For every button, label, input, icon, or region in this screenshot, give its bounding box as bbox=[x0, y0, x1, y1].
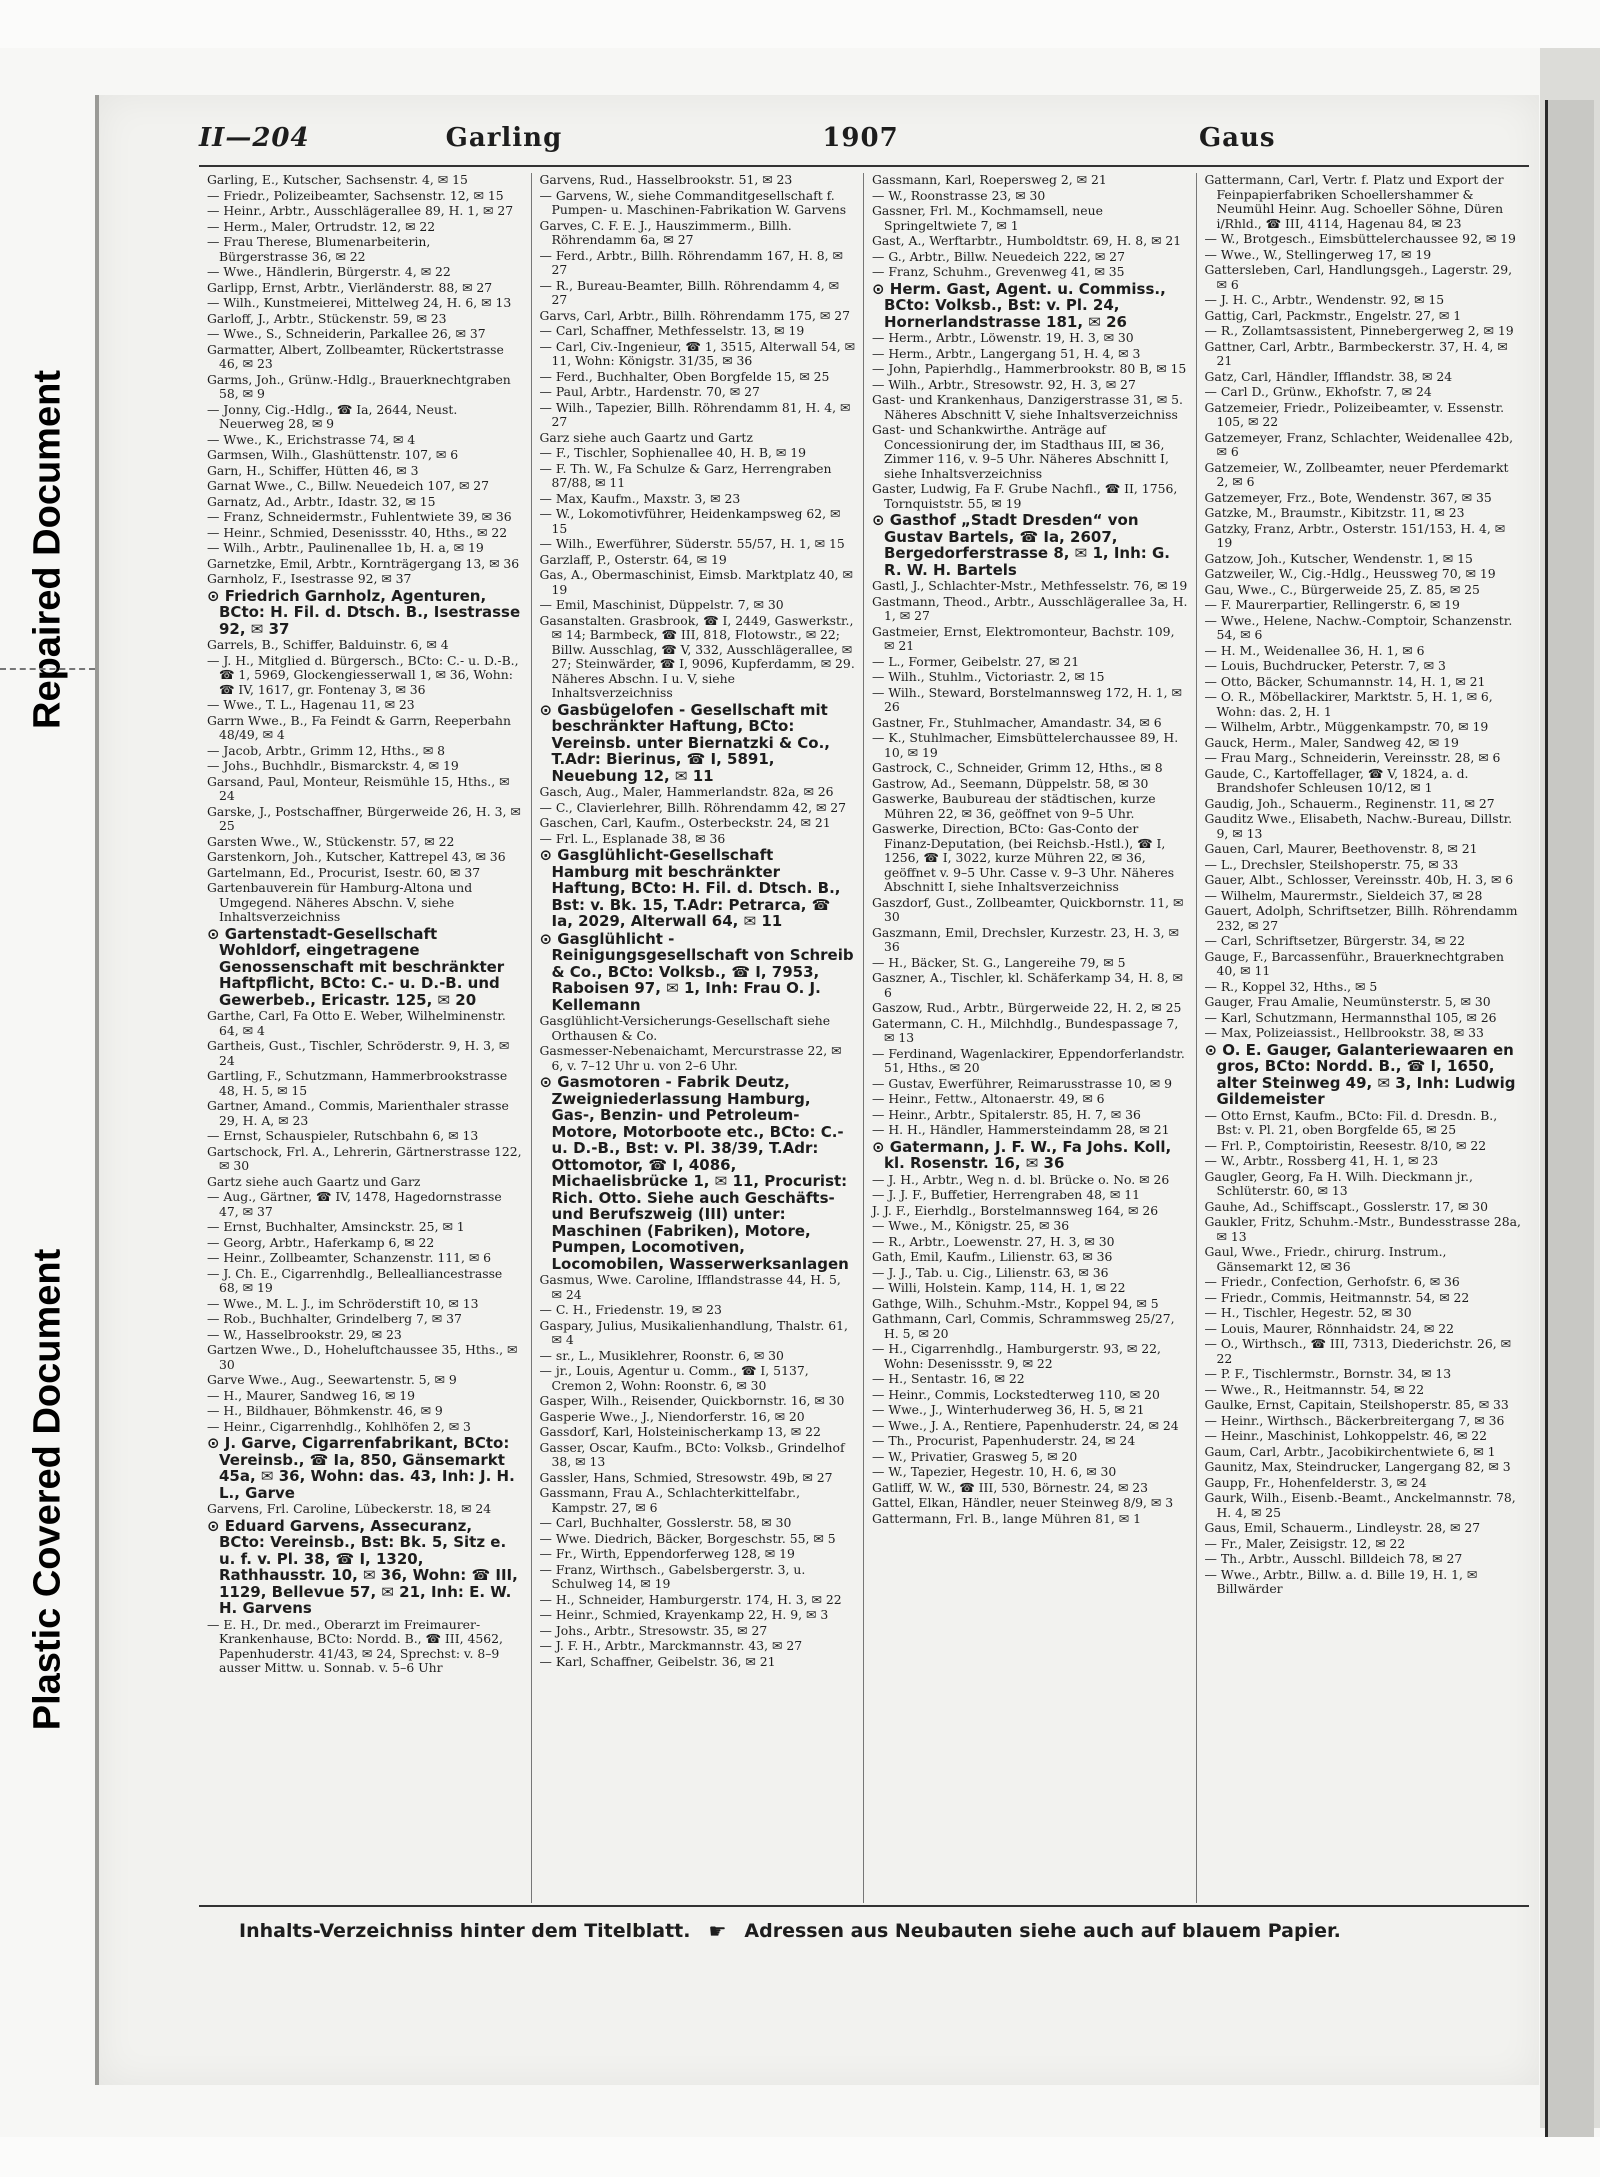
directory-entry: — Jacob, Arbtr., Grimm 12, Hths., ✉ 8 bbox=[207, 742, 446, 758]
directory-entry: — Heinr., Arbtr., Spitalerstr. 85, H. 7, ✉ 36 bbox=[872, 1106, 1141, 1122]
directory-entry: Gast- und Krankenhaus, Danzigerstrasse 31, ✉ 5. Näheres Abschnitt V, siehe Inhaltsverzeichniss bbox=[872, 392, 1183, 422]
directory-entry: — L., Former, Geibelstr. 27, ✉ 21 bbox=[872, 653, 1080, 669]
directory-entry: — Garvens, W., siehe Commanditgesellschaft f. Pumpen- u. Maschinen-Fabrikation W. Garvens bbox=[539, 187, 847, 217]
directory-entry: — J. F. H., Arbtr., Marckmannstr. 43, ✉ 27 bbox=[539, 1638, 803, 1653]
directory-entry: Garms, Joh., Grünw.-Hdlg., Brauerknechtgraben 58, ✉ 9 bbox=[207, 371, 511, 401]
directory-entry: Gatzke, M., Braumstr., Kibitzstr. 11, ✉ 23 bbox=[1204, 505, 1465, 520]
directory-entry: Gartschock, Frl. A., Lehrerin, Gärtnerstrasse 122, ✉ 30 bbox=[207, 1143, 522, 1173]
directory-entry: Gatz, Carl, Händler, Ifflandstr. 38, ✉ 24 bbox=[1204, 368, 1453, 384]
directory-entry: Gasanstalten. Grasbrook, ☎ I, 2449, Gaswerkstr., ✉ 14; Barmbeck, ☎ III, 818, Flotowstr., ✉ 22; Billw. Ausschlag, ☎ V, 332, Ausschlägerallee, ✉ 27; Steinwärder, ☎ I, 9096, Kupferdamm, ✉ 29. Näheres Abschn. I u. V, siehe Inhaltsverzeichniss bbox=[539, 612, 855, 700]
directory-entry: Gattner, Carl, Arbtr., Barmbeckerstr. 37, H. 4, ✉ 21 bbox=[1204, 338, 1508, 368]
directory-entry: Gassner, Frl. M., Kochmamsell, neue Springeltwiete 7, ✉ 1 bbox=[872, 203, 1103, 233]
directory-entry: — Carl, Civ.-Ingenieur, ☎ 1, 3515, Alterwall 54, ✉ 11, Wohn: Königstr. 31/35, ✉ 36 bbox=[539, 338, 855, 368]
directory-entry: — W., Tapezier, Hegestr. 10, H. 6, ✉ 30 bbox=[872, 1464, 1117, 1479]
directory-entry: — Heinr., Maschinist, Lohkoppelstr. 46, ✉ 22 bbox=[1204, 1428, 1488, 1443]
directory-entry: — Wwe. Diedrich, Bäcker, Borgeschstr. 55, ✉ 5 bbox=[539, 1530, 836, 1546]
directory-entry: Gattermann, Carl, Vertr. f. Platz und Export der Feinpapierfabriken Schoellershammer & Neumühl Heinr. Aug. Schoeller Söhne, Düren i/Rhld., ☎ III, 4114, Hagenau 84, ✉ 23 bbox=[1204, 173, 1504, 231]
directory-entry: — Wilh., Kunstmeierei, Mittelweg 24, H. 6, ✉ 13 bbox=[207, 295, 512, 310]
directory-entry: Gastmeier, Ernst, Elektromonteur, Bachstr. 109, ✉ 21 bbox=[872, 623, 1175, 653]
directory-entry: Gast, A., Werftarbtr., Humboldtstr. 69, H. 8, ✉ 21 bbox=[872, 233, 1182, 248]
directory-entry: Gaster, Ludwig, Fa F. Grube Nachfl., ☎ II, 1756, Tornquiststr. 55, ✉ 19 bbox=[872, 481, 1178, 511]
directory-entry: Garstenkorn, Joh., Kutscher, Kattrepel 43, ✉ 36 bbox=[207, 849, 506, 864]
directory-entry: Gaum, Carl, Arbtr., Jacobikirchentwiete 6, ✉ 1 bbox=[1204, 1443, 1496, 1459]
directory-entry: ⊙ J. Garve, Cigarrenfabrikant, BCto: Vereinsb., ☎ Ia, 850, Gänsemarkt 45a, ✉ 36, Wohn: das. 43, Inh: J. H. L., Garve bbox=[207, 1434, 515, 1502]
directory-entry: — R., Bureau-Beamter, Billh. Röhrendamm 4, ✉ 27 bbox=[539, 277, 839, 307]
directory-entry: — sr., L., Musiklehrer, Roonstr. 6, ✉ 30 bbox=[539, 1347, 784, 1363]
directory-entry: Gatzemeier, Friedr., Polizeibeamter, v. Essenstr. 105, ✉ 22 bbox=[1204, 399, 1505, 429]
directory-entry: — Frl. P., Comptoiristin, Reesestr. 8/10, ✉ 22 bbox=[1204, 1137, 1487, 1153]
directory-entry: — Ferd., Buchhalter, Oben Borgfelde 15, ✉ 25 bbox=[539, 368, 830, 384]
directory-entry: — W., Roonstrasse 23, ✉ 30 bbox=[872, 187, 1046, 203]
directory-entry: ⊙ Gasbügelofen - Gesellschaft mit beschränkter Haftung, BCto: Vereinsb. unter Biernatzki & Co., T.Adr: Bierinus, ☎ I, 5891, Neuebung 12, ✉ 11 bbox=[539, 700, 830, 785]
directory-entry: Gauditz Wwe., Elisabeth, Nachw.-Bureau, Dillstr. 9, ✉ 13 bbox=[1204, 811, 1513, 841]
directory-entry: — Fr., Maler, Zeisigstr. 12, ✉ 22 bbox=[1204, 1535, 1406, 1551]
directory-entry: — Wilhelm, Maurermstr., Sieldeich 37, ✉ 28 bbox=[1204, 887, 1483, 903]
directory-entry: Gartz siehe auch Gaartz und Garz bbox=[207, 1173, 421, 1189]
dashed-marker bbox=[0, 668, 95, 670]
directory-entry: Gartelmann, Ed., Procurist, Isestr. 60, ✉ 37 bbox=[207, 864, 481, 880]
directory-entry: Gathge, Wilh., Schuhm.-Mstr., Koppel 94, ✉ 5 bbox=[872, 1295, 1159, 1311]
directory-entry: Gaspary, Julius, Musikalienhandlung, Thalstr. 61, ✉ 4 bbox=[539, 1317, 848, 1347]
page-footer bbox=[239, 1919, 1499, 1943]
directory-entry: Garz siehe auch Gaartz und Gartz bbox=[539, 429, 753, 445]
directory-entry: Gaszow, Rud., Arbtr., Bürgerweide 22, H. 2, ✉ 25 bbox=[872, 1000, 1182, 1015]
directory-entry: Garnholz, F., Isestrasse 92, ✉ 37 bbox=[207, 571, 412, 586]
directory-page bbox=[95, 95, 1539, 2085]
directory-entry: Gasper, Wilh., Reisender, Quickbornstr. 16, ✉ 30 bbox=[539, 1393, 845, 1408]
directory-entry: Garlipp, Ernst, Arbtr., Vierländerstr. 88, ✉ 27 bbox=[207, 279, 493, 295]
directory-entry: Garnat Wwe., C., Billw. Neuedeich 107, ✉ 27 bbox=[207, 478, 490, 493]
directory-entry: — Herm., Arbtr., Langergang 51, H. 4, ✉ 3 bbox=[872, 345, 1141, 361]
directory-entry: Garske, J., Postschaffner, Bürgerweide 26, H. 3, ✉ 25 bbox=[207, 803, 521, 833]
directory-entry: ⊙ Eduard Garvens, Assecuranz, BCto: Vereinsb., Bst: Bk. 5, Sitz e. u. f. v. Pl. 38, ☎ I, 1320, Rathhausstr. 10, ✉ 36, Wohn: ☎ III, 1129, Bellevue 57, ✉ 21, Inh: E. W. H. Garvens bbox=[207, 1516, 518, 1617]
directory-entry: Gassmann, Frau A., Schlachterkittelfabr., Kampstr. 27, ✉ 6 bbox=[539, 1485, 801, 1515]
directory-entry: Gaszdorf, Gust., Zollbeamter, Quickbornstr. 11, ✉ 30 bbox=[872, 894, 1184, 924]
directory-entry: — Wilh., Stuhlm., Victoriastr. 2, ✉ 15 bbox=[872, 669, 1105, 684]
directory-entry: Gauer, Albt., Schlosser, Vereinsstr. 40b, H. 3, ✉ 6 bbox=[1204, 872, 1514, 887]
directory-entry: — H., Bildhauer, Böhmkenstr. 46, ✉ 9 bbox=[207, 1403, 443, 1418]
directory-entry: Gaszner, A., Tischler, kl. Schäferkamp 34, H. 8, ✉ 6 bbox=[872, 970, 1183, 1000]
directory-entry: — Wwe., J. A., Rentiere, Papenhuderstr. 24, ✉ 24 bbox=[872, 1417, 1179, 1433]
directory-entry: Gatzemeyer, Franz, Schlachter, Weidenallee 42b, ✉ 6 bbox=[1204, 429, 1514, 459]
directory-entry: — Franz, Wirthsch., Gabelsbergerstr. 3, u. Schulweg 14, ✉ 19 bbox=[539, 1561, 806, 1591]
directory-entry: ⊙ Gasglühlicht-Gesellschaft Hamburg mit beschränkter Haftung, BCto: H. Fil. d. Dtsch. B., Bst: v. Bk. 15, T.Adr: Petrarca, ☎ Ia, 2029, Alterwall 64, ✉ 11 bbox=[539, 846, 841, 930]
directory-entry: — C. H., Friedenstr. 19, ✉ 23 bbox=[539, 1302, 722, 1317]
directory-entry: — Franz, Schuhm., Grevenweg 41, ✉ 35 bbox=[872, 264, 1125, 279]
directory-entry: — Louis, Maurer, Rönnhaidstr. 24, ✉ 22 bbox=[1204, 1320, 1454, 1336]
directory-entry: Gattermann, Frl. B., lange Mühren 81, ✉ 1 bbox=[872, 1510, 1141, 1526]
directory-entry: — H., Tischler, Hegestr. 52, ✉ 30 bbox=[1204, 1305, 1412, 1320]
directory-entry: — J. H., Arbtr., Weg n. d. bl. Brücke o. No. ✉ 26 bbox=[872, 1171, 1170, 1187]
directory-entry: — Friedr., Commis, Heitmannstr. 54, ✉ 22 bbox=[1204, 1289, 1470, 1305]
directory-entry: Gartner, Amand., Commis, Marienthaler strasse 29, H. A, ✉ 23 bbox=[207, 1098, 509, 1128]
directory-entry: — H. M., Weidenallee 36, H. 1, ✉ 6 bbox=[1204, 642, 1425, 658]
directory-entry: — Wilhelm, Arbtr., Müggenkampstr. 70, ✉ 19 bbox=[1204, 719, 1489, 734]
directory-entry: — Otto, Bäcker, Schumannstr. 14, H. 1, ✉ 21 bbox=[1204, 673, 1486, 689]
directory-entry: — H., Maurer, Sandweg 16, ✉ 19 bbox=[207, 1387, 416, 1403]
directory-entry: Gaupp, Fr., Hohenfelderstr. 3, ✉ 24 bbox=[1204, 1474, 1427, 1490]
directory-entry: — Heinr., Cigarrenhdlg., Kohlhöfen 2, ✉ 3 bbox=[207, 1418, 471, 1434]
directory-entry: — Rob., Buchhalter, Grindelberg 7, ✉ 37 bbox=[207, 1311, 462, 1326]
directory-entry: Gassmann, Karl, Roepersweg 2, ✉ 21 bbox=[872, 173, 1107, 187]
directory-entry: — E. H., Dr. med., Oberarzt im Freimaurer-Krankenhause, BCto: Nordd. B., ☎ III, 4562, Papenhuderstr. 41/43, ✉ 24, Sprechst: v. 8–9 ausser Mittw. u. Sonnab. v. 5–6 Uhr bbox=[207, 1616, 503, 1675]
directory-entry: Gatzemeier, W., Zollbeamter, neuer Pferdemarkt 2, ✉ 6 bbox=[1204, 459, 1509, 489]
directory-entry: Garve Wwe., Aug., Seewartenstr. 5, ✉ 9 bbox=[207, 1372, 457, 1387]
directory-entry: — Wilh., Arbtr., Paulinenallee 1b, H. a, ✉ 19 bbox=[207, 540, 484, 555]
directory-entry: Garmsen, Wilh., Glashüttenstr. 107, ✉ 6 bbox=[207, 447, 459, 462]
directory-entry: — Ernst, Schauspieler, Rutschbahn 6, ✉ 13 bbox=[207, 1128, 479, 1143]
directory-entry: Gartzen Wwe., D., Hoheluftchaussee 35, Hths., ✉ 30 bbox=[207, 1342, 518, 1372]
directory-entry: — Wwe., M. L. J., im Schröderstift 10, ✉ 13 bbox=[207, 1295, 479, 1311]
directory-entry: — Wwe., S., Schneiderin, Parkallee 26, ✉ 37 bbox=[207, 326, 486, 341]
directory-entry: — Carl D., Grünw., Ekhofstr. 7, ✉ 24 bbox=[1204, 384, 1432, 399]
directory-entry: Garloff, J., Arbtr., Stückenstr. 59, ✉ 23 bbox=[207, 310, 447, 326]
directory-entry: — Ferd., Arbtr., Billh. Röhrendamm 167, H. 8, ✉ 27 bbox=[539, 247, 843, 277]
directory-entry: Gasglühlicht-Versicherungs-Gesellschaft siehe Orthausen & Co. bbox=[539, 1013, 831, 1043]
directory-entry: — Carl, Buchhalter, Gosslerstr. 58, ✉ 30 bbox=[539, 1515, 792, 1530]
scan-right-border bbox=[1540, 48, 1600, 2128]
directory-entry: Garvens, Rud., Hasselbrookstr. 51, ✉ 23 bbox=[539, 173, 793, 187]
directory-entry: Gaschen, Carl, Kaufm., Osterbeckstr. 24, ✉ 21 bbox=[539, 815, 831, 830]
entry-columns bbox=[199, 173, 1529, 1903]
directory-entry: Gastner, Fr., Stuhlmacher, Amandastr. 34, ✉ 6 bbox=[872, 714, 1162, 730]
directory-entry: — G., Arbtr., Billw. Neuedeich 222, ✉ 27 bbox=[872, 248, 1125, 264]
directory-entry: — Louis, Buchdrucker, Peterstr. 7, ✉ 3 bbox=[1204, 658, 1446, 673]
directory-entry: — Aug., Gärtner, ☎ IV, 1478, Hagedornstrasse 47, ✉ 37 bbox=[207, 1189, 502, 1219]
directory-entry: — Friedr., Confection, Gerhofstr. 6, ✉ 36 bbox=[1204, 1274, 1460, 1289]
directory-entry: — Wilh., Arbtr., Stresowstr. 92, H. 3, ✉ 27 bbox=[872, 376, 1136, 392]
directory-entry: Gartheis, Gust., Tischler, Schröderstr. 9, H. 3, ✉ 24 bbox=[207, 1038, 510, 1068]
running-header bbox=[199, 123, 1529, 163]
directory-entry: — Emil, Maschinist, Düppelstr. 7, ✉ 30 bbox=[539, 597, 784, 612]
directory-entry: ⊙ Friedrich Garnholz, Agenturen, BCto: H. Fil. d. Dtsch. B., Isestrasse 92, ✉ 37 bbox=[207, 586, 521, 638]
directory-entry: Gathmann, Carl, Commis, Schrammsweg 25/27, H. 5, ✉ 20 bbox=[872, 1311, 1175, 1341]
directory-entry: — Wwe., Händlerin, Bürgerstr. 4, ✉ 22 bbox=[207, 264, 451, 279]
directory-entry: — Max, Kaufm., Maxstr. 3, ✉ 23 bbox=[539, 490, 741, 506]
directory-entry: ⊙ O. E. Gauger, Galanteriewaaren en gros, BCto: Nordd. B., ☎ I, 1650, alter Steinweg 49, ✉ 3, Inh: Ludwig Gildemeister bbox=[1204, 1040, 1516, 1108]
overlay-labels bbox=[0, 48, 95, 2158]
directory-entry: — Jonny, Cig.-Hdlg., ☎ Ia, 2644, Neust. Neuerweg 28, ✉ 9 bbox=[207, 401, 458, 431]
directory-entry: Gatzemeyer, Frz., Bote, Wendenstr. 367, ✉ 35 bbox=[1204, 489, 1492, 505]
column-3 bbox=[864, 173, 1197, 1903]
directory-entry: — Wwe., J., Winterhuderweg 36, H. 5, ✉ 21 bbox=[872, 1402, 1145, 1417]
directory-entry: — Carl, Schaffner, Methfesselstr. 13, ✉ 19 bbox=[539, 323, 805, 338]
edition-year: 1907 bbox=[822, 123, 899, 153]
directory-entry: Garnetzke, Emil, Arbtr., Kornträgergang 13, ✉ 36 bbox=[207, 555, 520, 571]
directory-entry: ⊙ Gatermann, J. F. W., Fa Johs. Koll, kl. Rosenstr. 16, ✉ 36 bbox=[872, 1137, 1172, 1172]
directory-entry: — Th., Arbtr., Ausschl. Billdeich 78, ✉ 27 bbox=[1204, 1551, 1463, 1566]
directory-entry: — J. J. F., Buffetier, Herrengraben 48, ✉ 11 bbox=[872, 1187, 1140, 1202]
directory-entry: Garnatz, Ad., Arbtr., Idastr. 32, ✉ 15 bbox=[207, 493, 436, 509]
directory-entry: — Heinr., Zollbeamter, Schanzenstr. 111, ✉ 6 bbox=[207, 1250, 492, 1265]
directory-entry: Gaude, C., Kartoffellager, ☎ V, 1824, a. d. Brandshofer Schleusen 10/12, ✉ 1 bbox=[1204, 765, 1469, 795]
directory-entry: Gauck, Herm., Maler, Sandweg 42, ✉ 19 bbox=[1204, 734, 1459, 750]
directory-entry: Gaswerke, Baubureau der städtischen, kurze Mühren 22, ✉ 36, geöffnet von 9–5 Uhr. bbox=[872, 791, 1156, 821]
directory-entry: — Georg, Arbtr., Haferkamp 6, ✉ 22 bbox=[207, 1234, 435, 1250]
directory-entry: Gartenbauverein für Hamburg-Altona und Umgegend. Näheres Abschn. V, siehe Inhaltsverzeichniss bbox=[207, 880, 473, 924]
directory-entry: — H., Cigarrenhdlg., Hamburgerstr. 93, ✉ 22, Wohn: Desenissstr. 9, ✉ 22 bbox=[872, 1341, 1161, 1371]
directory-entry: — jr., Louis, Agentur u. Comm., ☎ I, 5137, Cremon 2, Wohn: Roonstr. 6, ✉ 30 bbox=[539, 1363, 809, 1393]
directory-entry: Garrels, B., Schiffer, Balduinstr. 6, ✉ 4 bbox=[207, 637, 449, 652]
directory-entry: — Johs., Arbtr., Stresowstr. 35, ✉ 27 bbox=[539, 1622, 768, 1638]
directory-entry: Gartling, F., Schutzmann, Hammerbrookstrasse 48, H. 5, ✉ 15 bbox=[207, 1068, 508, 1098]
directory-entry: — W., Lokomotivführer, Heidenkampsweg 62, ✉ 15 bbox=[539, 506, 841, 536]
directory-entry: — J. J., Tab. u. Cig., Lilienstr. 63, ✉ 36 bbox=[872, 1264, 1109, 1280]
directory-entry: J. J. F., Eierhdlg., Borstelmannsweg 164, ✉ 26 bbox=[872, 1202, 1159, 1218]
directory-entry: Garsten Wwe., W., Stückenstr. 57, ✉ 22 bbox=[207, 833, 455, 849]
directory-entry: Gauert, Adolph, Schriftsetzer, Billh. Röhrendamm 232, ✉ 27 bbox=[1204, 903, 1518, 933]
directory-entry: — O., Wirthsch., ☎ III, 7313, Diederichstr. 26, ✉ 22 bbox=[1204, 1336, 1511, 1366]
directory-entry: — J. H. C., Arbtr., Wendenstr. 92, ✉ 15 bbox=[1204, 292, 1445, 307]
directory-entry: — John, Papierhdlg., Hammerbrookstr. 80 B, ✉ 15 bbox=[872, 361, 1187, 376]
directory-entry: Gattig, Carl, Packmstr., Engelstr. 27, ✉ 1 bbox=[1204, 307, 1462, 323]
directory-entry: — Willi, Holstein. Kamp, 114, H. 1, ✉ 22 bbox=[872, 1280, 1126, 1295]
directory-entry: — C., Clavierlehrer, Billh. Röhrendamm 42, ✉ 27 bbox=[539, 799, 847, 815]
directory-entry: — W., Brotgesch., Eimsbüttelerchaussee 92, ✉ 19 bbox=[1204, 231, 1516, 246]
directory-entry: Gaswerke, Direction, BCto: Gas-Conto der Finanz-Deputation, (bei Reichsb.-Hstl.), ☎ I, 1256, ☎ I, 3022, kurze Mühren 22, ✉ 36, geöffnet v. 9–5 Uhr. Casse v. 9–3 Uhr. Näheres Abschnitt I, siehe Inhaltsverzeichniss bbox=[872, 821, 1175, 894]
directory-entry: Gattel, Elkan, Händler, neuer Steinweg 8/9, ✉ 3 bbox=[872, 1495, 1174, 1510]
directory-entry: Gauger, Frau Amalie, Neumünsterstr. 5, ✉ 30 bbox=[1204, 994, 1491, 1009]
directory-entry: — Herm., Arbtr., Löwenstr. 19, H. 3, ✉ 30 bbox=[872, 330, 1134, 345]
directory-entry: — Karl, Schutzmann, Hermannsthal 105, ✉ 26 bbox=[1204, 1009, 1497, 1025]
column-2 bbox=[532, 173, 865, 1903]
first-entry-name: Garling bbox=[445, 123, 563, 153]
directory-entry: — Herm., Maler, Ortrudstr. 12, ✉ 22 bbox=[207, 218, 436, 234]
directory-entry: Gastl, J., Schlachter-Mstr., Methfesselstr. 76, ✉ 19 bbox=[872, 578, 1188, 593]
directory-entry: Garves, C. F. E. J., Hauszimmerm., Billh. Röhrendamm 6a, ✉ 27 bbox=[539, 217, 792, 247]
directory-entry: — Wwe., R., Heitmannstr. 54, ✉ 22 bbox=[1204, 1381, 1425, 1397]
directory-entry: Gau, Wwe., C., Bürgerweide 25, Z. 85, ✉ 25 bbox=[1204, 581, 1480, 597]
directory-entry: Gaus, Emil, Schauerm., Lindleystr. 28, ✉ 27 bbox=[1204, 1520, 1481, 1535]
directory-entry: Gauen, Carl, Maurer, Beethovenstr. 8, ✉ 21 bbox=[1204, 841, 1478, 856]
directory-entry: Garthe, Carl, Fa Otto E. Weber, Wilhelminenstr. 64, ✉ 4 bbox=[207, 1008, 506, 1038]
directory-entry: — Friedr., Polizeibeamter, Sachsenstr. 12, ✉ 15 bbox=[207, 187, 504, 203]
directory-entry: Gatliff, W. W., ☎ III, 530, Börnestr. 24, ✉ 23 bbox=[872, 1479, 1149, 1495]
directory-entry: Gauge, F., Barcassenführ., Brauerknechtgraben 40, ✉ 11 bbox=[1204, 948, 1504, 978]
scan-top-border bbox=[0, 0, 1600, 48]
plastic-sleeve-edge bbox=[1545, 100, 1594, 2160]
directory-entry: ⊙ Gasthof „Stadt Dresden“ von Gustav Bartels, ☎ Ia, 2607, Bergedorferstrasse 8, ✉ 1, Inh: G. R. W. H. Bartels bbox=[872, 511, 1170, 579]
directory-entry: Garzlaff, P., Osterstr. 64, ✉ 19 bbox=[539, 551, 727, 567]
directory-entry: — Frau Marg., Schneiderin, Vereinsstr. 28, ✉ 6 bbox=[1204, 750, 1501, 765]
directory-entry: — Wwe., T. L., Hagenau 11, ✉ 23 bbox=[207, 697, 415, 712]
directory-entry: — F. Maurerpartier, Rellingerstr. 6, ✉ 19 bbox=[1204, 597, 1460, 612]
directory-entry: Gatzow, Joh., Kutscher, Wendenstr. 1, ✉ 15 bbox=[1204, 550, 1473, 566]
directory-entry: Garvs, Carl, Arbtr., Billh. Röhrendamm 175, ✉ 27 bbox=[539, 307, 850, 323]
directory-entry: Gaugler, Georg, Fa H. Wilh. Dieckmann jr., Schlüterstr. 60, ✉ 13 bbox=[1204, 1168, 1473, 1198]
directory-entry: — H. H., Händler, Hammersteindamm 28, ✉ 21 bbox=[872, 1122, 1170, 1137]
directory-entry: Gath, Emil, Kaufm., Lilienstr. 63, ✉ 36 bbox=[872, 1249, 1113, 1264]
directory-entry: Garmatter, Albert, Zollbeamter, Rückertstrasse 46, ✉ 23 bbox=[207, 341, 504, 371]
directory-entry: — Heinr., Commis, Lockstedterweg 110, ✉ 20 bbox=[872, 1386, 1160, 1402]
directory-entry: ⊙ Gasglühlicht - Reinigungsgesellschaft von Schreib & Co., BCto: Volksb., ☎ I, 7953, Raboisen 97, ✉ 1, Inh: Frau O. J. Kellemann bbox=[539, 929, 854, 1014]
directory-entry: Gasser, Oscar, Kaufm., BCto: Volksb., Grindelhof 38, ✉ 13 bbox=[539, 1439, 845, 1469]
directory-entry: — H., Schneider, Hamburgerstr. 174, H. 3, ✉ 22 bbox=[539, 1591, 842, 1607]
directory-entry: — W., Arbtr., Rossberg 41, H. 1, ✉ 23 bbox=[1204, 1153, 1439, 1168]
page-number: II—204 bbox=[199, 123, 310, 153]
directory-entry: — Heinr., Fettw., Altonaerstr. 49, ✉ 6 bbox=[872, 1091, 1105, 1106]
footer-rule bbox=[199, 1905, 1529, 1907]
scan-bottom-border bbox=[0, 2137, 1600, 2177]
directory-entry: ⊙ Gartenstadt-Gesellschaft Wohldorf, eingetragene Genossenschaft mit beschränkter Haftpflicht, BCto: C.- u. D.-B. und Gewerbeb., Ericastr. 125, ✉ 20 bbox=[207, 924, 505, 1009]
directory-entry: — W., Hasselbrookstr. 29, ✉ 23 bbox=[207, 1326, 402, 1342]
directory-entry: Gatzweiler, W., Cig.-Hdlg., Heussweg 70, ✉ 19 bbox=[1204, 566, 1496, 581]
directory-entry: — H., Sentastr. 16, ✉ 22 bbox=[872, 1371, 1025, 1386]
pointing-hand-icon: ☛ bbox=[708, 1919, 727, 1943]
directory-entry: Gaulke, Ernst, Capitain, Steilshoperstr. 85, ✉ 33 bbox=[1204, 1397, 1509, 1412]
directory-entry: Gasmus, Wwe. Caroline, Ifflandstrasse 44, H. 5, ✉ 24 bbox=[539, 1272, 841, 1302]
directory-entry: — F., Tischler, Sophienallee 40, H. B, ✉ 19 bbox=[539, 445, 806, 460]
directory-entry: — Wwe., Arbtr., Billw. a. d. Bille 19, H. 1, ✉ Billwärder bbox=[1204, 1566, 1478, 1596]
directory-entry: — Franz, Schneidermstr., Fuhlentwiete 39, ✉ 36 bbox=[207, 509, 512, 524]
repaired-document-label: Repaired Document bbox=[26, 370, 69, 729]
directory-entry: — Heinr., Schmied, Krayenkamp 22, H. 9, ✉ 3 bbox=[539, 1607, 829, 1622]
directory-entry: — Wwe., W., Stellingerweg 17, ✉ 19 bbox=[1204, 246, 1432, 262]
directory-entry: Gattersleben, Carl, Handlungsgeh., Lagerstr. 29, ✉ 6 bbox=[1204, 262, 1513, 292]
directory-entry: — Frl. L., Esplanade 38, ✉ 36 bbox=[539, 830, 726, 846]
directory-entry: — Wwe., Helene, Nachw.-Comptoir, Schanzenstr. 54, ✉ 6 bbox=[1204, 612, 1513, 642]
directory-entry: — Johs., Buchhdlr., Bismarckstr. 4, ✉ 19 bbox=[207, 758, 459, 773]
directory-entry: — Frau Therese, Blumenarbeiterin, Bürgerstrasse 36, ✉ 22 bbox=[207, 234, 431, 264]
directory-entry: ⊙ Gasmotoren - Fabrik Deutz, Zweigniederlassung Hamburg, Gas-, Benzin- und Petroleum-Motore, Motorboote etc., BCto: C.- u. D.-B., Bst: v. Pl. 38/39, T.Adr: Ottomotor, ☎ I, 4086, Michaelisbrücke 1, ✉ 11, Procurist: Rich. Otto. Siehe auch Geschäfts- und Berufszweig (III) unter: Maschinen (Fabriken), Motore, Pumpen, Locomotiven, Locomobilen, Wasserwerksanlagen bbox=[539, 1073, 849, 1273]
header-rule bbox=[199, 165, 1529, 167]
directory-entry: Garvens, Frl. Caroline, Lübeckerstr. 18, ✉ 24 bbox=[207, 1501, 492, 1516]
directory-entry: — P. F., Tischlermstr., Bornstr. 34, ✉ 13 bbox=[1204, 1366, 1452, 1381]
directory-entry: Gas, A., Obermaschinist, Eimsb. Marktplatz 40, ✉ 19 bbox=[539, 567, 853, 597]
directory-entry: Gaszmann, Emil, Drechsler, Kurzestr. 23, H. 3, ✉ 36 bbox=[872, 924, 1179, 954]
directory-entry: — Wwe., M., Königstr. 25, ✉ 36 bbox=[872, 1218, 1070, 1233]
directory-entry: — Heinr., Wirthsch., Bäckerbreitergang 7, ✉ 36 bbox=[1204, 1412, 1505, 1428]
directory-entry: Gaul, Wwe., Friedr., chirurg. Instrum., Gänsemarkt 12, ✉ 36 bbox=[1204, 1244, 1447, 1274]
last-entry-name: Gaus bbox=[1198, 123, 1276, 153]
directory-entry: Gastmann, Theod., Arbtr., Ausschlägerallee 3a, H. 1, ✉ 27 bbox=[872, 593, 1188, 623]
directory-entry: — Max, Polizeiassist., Hellbrookstr. 38, ✉ 33 bbox=[1204, 1025, 1484, 1040]
directory-entry: — Wilh., Ewerführer, Süderstr. 55/57, H. 1, ✉ 15 bbox=[539, 536, 845, 551]
directory-entry: — Heinr., Arbtr., Ausschlägerallee 89, H. 1, ✉ 27 bbox=[207, 203, 514, 218]
directory-entry: — Karl, Schaffner, Geibelstr. 36, ✉ 21 bbox=[539, 1653, 776, 1669]
directory-entry: Gaukler, Fritz, Schuhm.-Mstr., Bundesstrasse 28a, ✉ 13 bbox=[1204, 1214, 1521, 1244]
directory-entry: Garsand, Paul, Monteur, Reismühle 15, Hths., ✉ 24 bbox=[207, 773, 510, 803]
directory-entry: Gassler, Hans, Schmied, Stresowstr. 49b, ✉ 27 bbox=[539, 1469, 833, 1485]
directory-entry: Gaunitz, Max, Steindrucker, Langergang 82, ✉ 3 bbox=[1204, 1459, 1511, 1474]
directory-entry: Gasperie Wwe., J., Niendorferstr. 16, ✉ 20 bbox=[539, 1408, 805, 1424]
directory-entry: Garling, E., Kutscher, Sachsenstr. 4, ✉ 15 bbox=[207, 173, 468, 187]
directory-entry: — J. H., Mitglied d. Bürgersch., BCto: C.- u. D.-B., ☎ 1, 5969, Glockengiesserwall 1, ✉ 36, Wohn: ☎ IV, 1617, gr. Fontenay 3, ✉ 36 bbox=[207, 652, 519, 697]
directory-entry: — H., Bäcker, St. G., Langereihe 79, ✉ 5 bbox=[872, 954, 1126, 970]
directory-entry: Garn, H., Schiffer, Hütten 46, ✉ 3 bbox=[207, 462, 419, 478]
directory-entry: Gauhe, Ad., Schiffscapt., Gosslerstr. 17, ✉ 30 bbox=[1204, 1198, 1489, 1214]
directory-entry: Gasch, Aug., Maler, Hammerlandstr. 82a, ✉ 26 bbox=[539, 784, 834, 799]
directory-entry: Garrn Wwe., B., Fa Feindt & Garrn, Reeperbahn 48/49, ✉ 4 bbox=[207, 712, 512, 742]
directory-entry: — Fr., Wirth, Eppendorferweg 128, ✉ 19 bbox=[539, 1546, 795, 1561]
column-4 bbox=[1197, 173, 1530, 1903]
directory-entry: — Paul, Arbtr., Hardenstr. 70, ✉ 27 bbox=[539, 384, 760, 399]
directory-entry: — Gustav, Ewerführer, Reimarusstrasse 10, ✉ 9 bbox=[872, 1075, 1172, 1091]
directory-entry: Gastrock, C., Schneider, Grimm 12, Hths., ✉ 8 bbox=[872, 760, 1163, 775]
directory-entry: Gatermann, C. H., Milchhdlg., Bundespassage 7, ✉ 13 bbox=[872, 1015, 1179, 1045]
directory-entry: Gassdorf, Karl, Holsteinischerkamp 13, ✉ 22 bbox=[539, 1424, 821, 1439]
directory-entry: — R., Zollamtsassistent, Pinnebergerweg 2, ✉ 19 bbox=[1204, 323, 1514, 338]
footer-index-note: Inhalts-Verzeichniss hinter dem Titelblatt. bbox=[239, 1920, 691, 1942]
directory-entry: — Heinr., Schmied, Desenissstr. 40, Hths., ✉ 22 bbox=[207, 524, 508, 540]
directory-entry: — Th., Procurist, Papenhuderstr. 24, ✉ 24 bbox=[872, 1433, 1136, 1448]
directory-entry: — L., Drechsler, Steilshoperstr. 75, ✉ 33 bbox=[1204, 856, 1459, 872]
directory-entry: — J. Ch. E., Cigarrenhdlg., Bellealliancestrasse 68, ✉ 19 bbox=[207, 1265, 503, 1295]
directory-entry: Gaudig, Joh., Schauerm., Reginenstr. 11, ✉ 27 bbox=[1204, 795, 1495, 811]
directory-entry: — Carl, Schriftsetzer, Bürgerstr. 34, ✉ 22 bbox=[1204, 933, 1465, 948]
directory-entry: — Ferdinand, Wagenlackirer, Eppendorferlandstr. 51, Hths., ✉ 20 bbox=[872, 1045, 1185, 1075]
plastic-covered-label: Plastic Covered Document bbox=[26, 1248, 69, 1731]
directory-entry: Gast- und Schankwirthe. Anträge auf Concessionirung der, im Stadthaus III, ✉ 36, Zimmer 116, v. 9–5 Uhr. Näheres Abschnitt I, siehe Inhaltsverzeichniss bbox=[872, 422, 1169, 481]
directory-entry: Gaurk, Wilh., Eisenb.-Beamt., Anckelmannstr. 78, H. 4, ✉ 25 bbox=[1204, 1490, 1516, 1520]
directory-entry: — W., Privatier, Grasweg 5, ✉ 20 bbox=[872, 1448, 1078, 1464]
directory-entry: Gatzky, Franz, Arbtr., Osterstr. 151/153, H. 4, ✉ 19 bbox=[1204, 520, 1506, 550]
directory-entry: — R., Arbtr., Loewenstr. 27, H. 3, ✉ 30 bbox=[872, 1233, 1115, 1249]
directory-entry: — Ernst, Buchhalter, Amsinckstr. 25, ✉ 1 bbox=[207, 1219, 465, 1234]
directory-entry: — R., Koppel 32, Hths., ✉ 5 bbox=[1204, 978, 1378, 994]
directory-entry: — Wilh., Steward, Borstelmannsweg 172, H. 1, ✉ 26 bbox=[872, 684, 1182, 714]
footer-new-buildings-note: Adressen aus Neubauten siehe auch auf blauem Papier. bbox=[744, 1920, 1341, 1942]
directory-entry: Gastrow, Ad., Seemann, Düppelstr. 58, ✉ 30 bbox=[872, 775, 1149, 791]
directory-entry: — F. Th. W., Fa Schulze & Garz, Herrengraben 87/88, ✉ 11 bbox=[539, 460, 832, 490]
directory-entry: ⊙ Herm. Gast, Agent. u. Commiss., BCto: Volksb., Bst: v. Pl. 24, Hornerlandstrasse 181, ✉ 26 bbox=[872, 279, 1166, 331]
directory-entry: Gasmesser-Nebenaichamt, Mercurstrasse 22, ✉ 6, v. 7–12 Uhr u. von 2–6 Uhr. bbox=[539, 1043, 842, 1073]
directory-entry: — Otto Ernst, Kaufm., BCto: Fil. d. Dresdn. B., Bst: v. Pl. 21, oben Borgfelde 65, ✉ 25 bbox=[1204, 1107, 1498, 1137]
directory-entry: — Wilh., Tapezier, Billh. Röhrendamm 81, H. 4, ✉ 27 bbox=[539, 399, 851, 429]
directory-entry: — Wwe., K., Erichstrasse 74, ✉ 4 bbox=[207, 431, 416, 447]
directory-entry: — K., Stuhlmacher, Eimsbüttelerchaussee 89, H. 10, ✉ 19 bbox=[872, 730, 1179, 760]
column-1 bbox=[199, 173, 532, 1903]
directory-entry: — O. R., Möbellackirer, Marktstr. 5, H. 1, ✉ 6, Wohn: das. 2, H. 1 bbox=[1204, 689, 1493, 719]
